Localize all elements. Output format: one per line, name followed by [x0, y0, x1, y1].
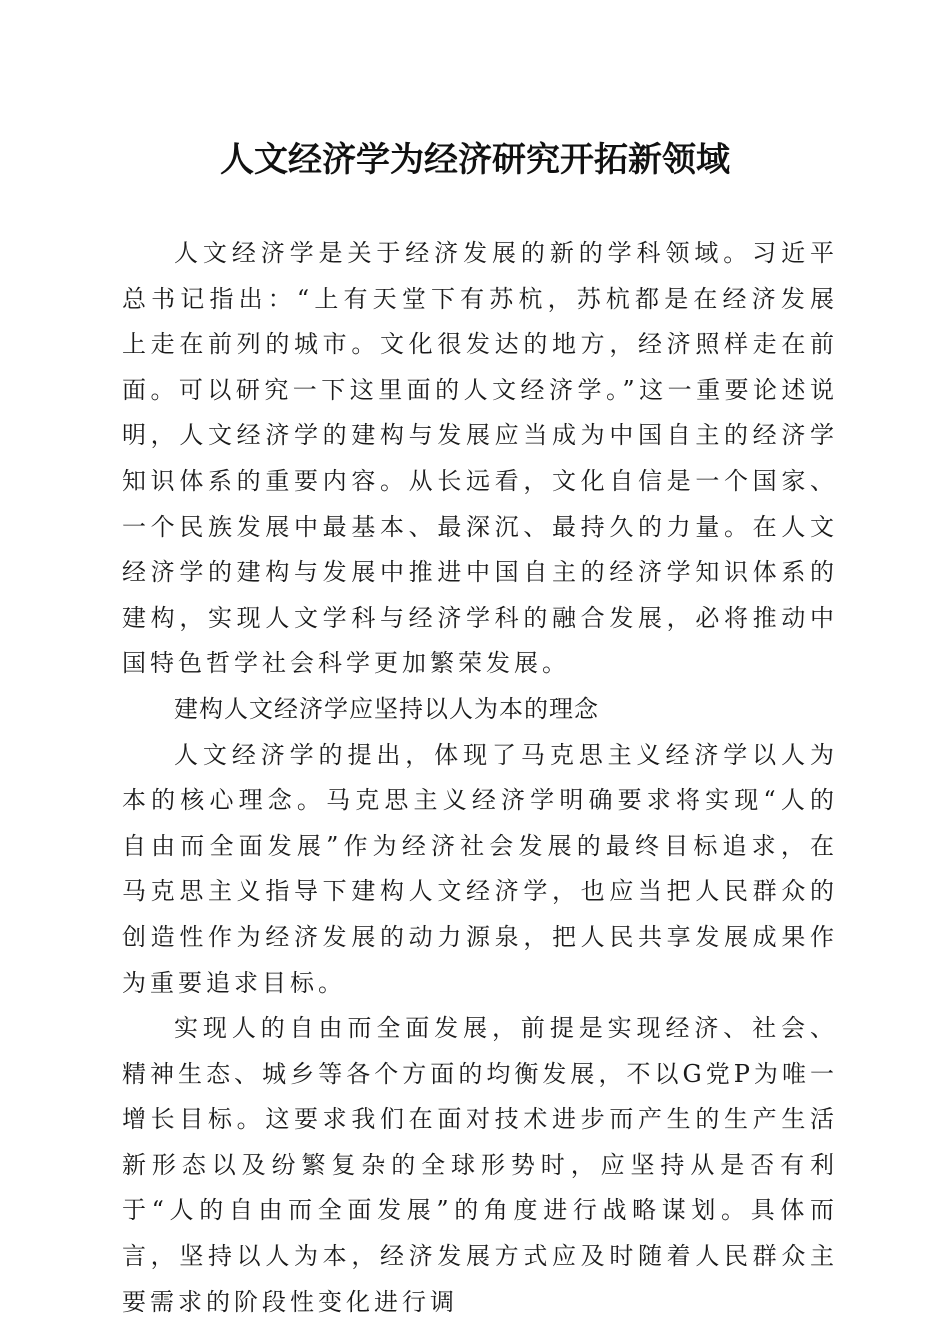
document-body [122, 231, 838, 1325]
paragraph-balanced-development: 实现人的自由而全面发展，前提是实现经济、社会、精神生态、城乡等各个方面的均衡发展，不以G党P为唯一增长目标。这要求我们在面对技术进步而产生的生产生活新形态以及纷繁复杂的全球形势时，应坚持从是否有利于“人的自由而全面发展”的角度进行战略谋划。具体而言，坚持以人为本，经济发展方式应及时随着人民群众主要需求的阶段性变化进行调 [122, 1014, 838, 1316]
document-title: 人文经济学为经济研究开拓新领域 [220, 140, 730, 180]
paragraph-people-centered: 人文经济学的提出，体现了马克思主义经济学以人为本的核心理念。马克思主义经济学明确要求将实现“人的自由而全面发展”作为经济社会发展的最终目标追求，在马克思主义指导下建构人文经济学，也应当把人民群众的创造性作为经济发展的动力源泉，把人民共享发展成果作为重要追求目标。 [122, 740, 838, 997]
section-heading: 建构人文经济学应坚持以人为本的理念 [174, 694, 599, 723]
paragraph-intro: 人文经济学是关于经济发展的新的学科领域。习近平总书记指出：“上有天堂下有苏杭，苏杭都是在经济发展上走在前列的城市。文化很发达的地方，经济照样走在前面。可以研究一下这里面的人文经济学。”这一重要论述说明，人文经济学的建构与发展应当成为中国自主的经济学知识体系的重要内容。从长远看，文化自信是一个国家、一个民族发展中最基本、最深沉、最持久的力量。在人文经济学的建构与发展中推进中国自主的经济学知识体系的建构，实现人文学科与经济学科的融合发展，必将推动中国特色哲学社会科学更加繁荣发展。 [122, 239, 838, 678]
